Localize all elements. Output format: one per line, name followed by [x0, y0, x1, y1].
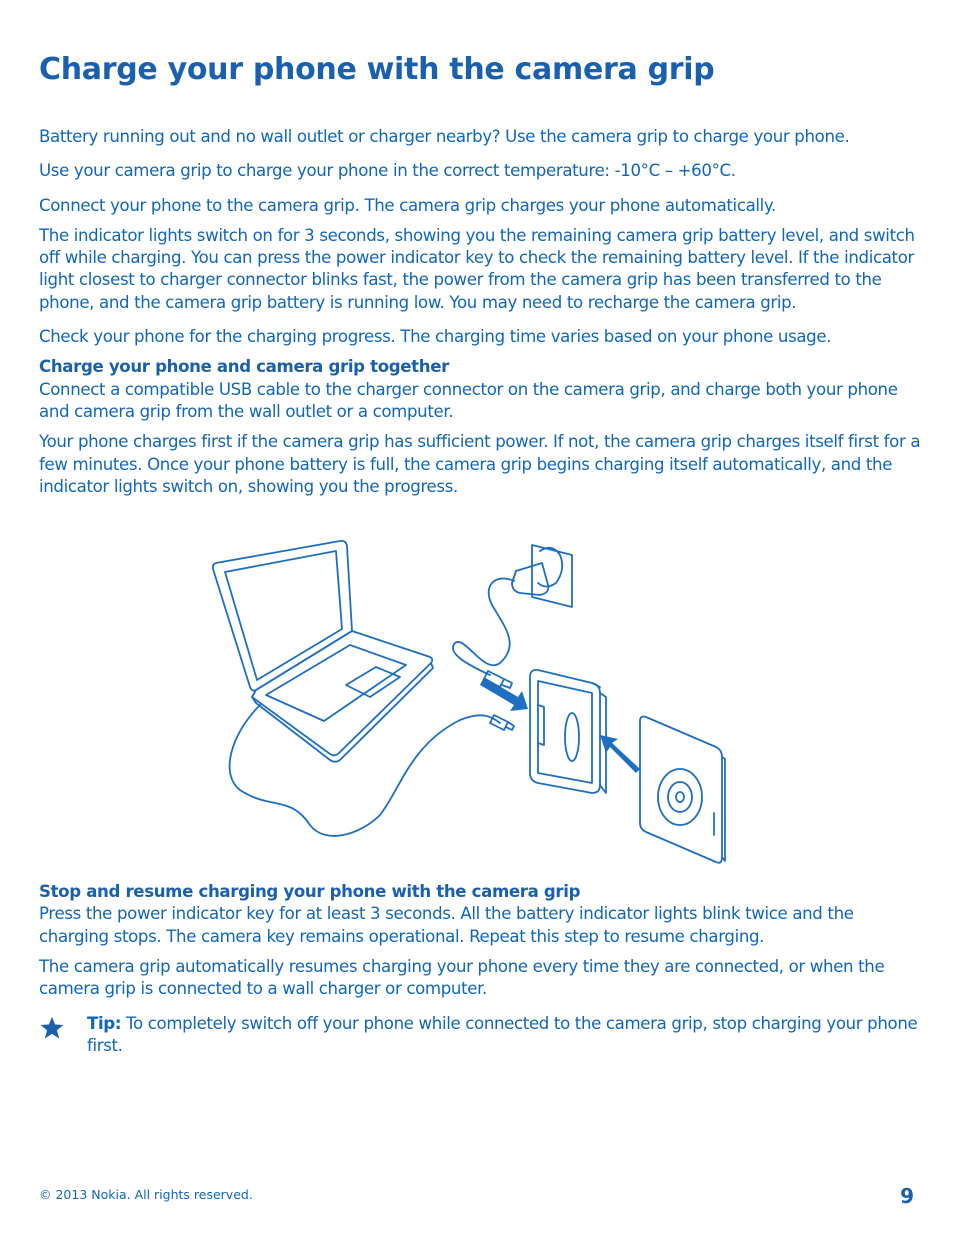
heading-stop-resume: Stop and resume charging your phone with the camera grip — [39, 882, 581, 901]
tip-box — [39, 1013, 924, 1058]
intro-content — [39, 126, 924, 510]
star-icon — [39, 1015, 65, 1041]
usb-cable — [230, 705, 500, 836]
stop-resume-section — [39, 881, 924, 1008]
tip-label: Tip: — [87, 1014, 122, 1033]
tip-text — [87, 1013, 924, 1058]
tip-body: To completely switch off your phone while connected to the camera grip, stop charging your phone first. — [87, 1014, 918, 1056]
paragraph-indicator-lights: The indicator lights switch on for 3 seconds, showing you the remaining camera grip battery level, and switch off while charging. You can press the power indicator key to check the remaining battery level. If the indicator light closest to charger connector blinks fast, the power from the camera grip has been transferred to the phone, and the camera grip battery is running low. You may need to recharge the camera grip. — [39, 225, 915, 312]
paragraph-connect-usb: Connect a compatible USB cable to the charger connector on the camera grip, and charge both your phone and camera grip from the wall outlet or a computer. — [39, 379, 898, 421]
arrow-usb-into-grip-icon — [480, 677, 528, 711]
heading-charge-together: Charge your phone and camera grip together — [39, 357, 449, 377]
usb-plug-lower-icon — [490, 715, 514, 730]
page-title: Charge your phone with the camera grip — [39, 52, 715, 87]
wall-charger-icon — [453, 545, 572, 675]
copyright-footer: © 2013 Nokia. All rights reserved. — [39, 1187, 253, 1202]
page-number: 9 — [900, 1184, 914, 1208]
laptop-icon — [213, 541, 433, 762]
camera-grip-icon — [530, 670, 606, 793]
paragraph-charging-progress: Check your phone for the charging progress. The charging time varies based on your phone usage. — [39, 327, 832, 347]
paragraph-battery-running-out: Battery running out and no wall outlet or charger nearby? Use the camera grip to charge your phone. — [39, 127, 850, 146]
paragraph-temperature: Use your camera grip to charge your phone in the correct temperature: -10°C – +60°C. — [39, 161, 736, 181]
paragraph-press-power-key: Press the power indicator key for at least 3 seconds. All the battery indicator lights blink twice and the charging stops. The camera key remains operational. Repeat this step to resume charging. — [39, 904, 854, 946]
paragraph-connect-phone: Connect your phone to the camera grip. The camera grip charges your phone automatically. — [39, 195, 776, 215]
insert-arrows — [480, 677, 640, 773]
charging-illustration — [200, 535, 740, 875]
paragraph-charges-first: Your phone charges first if the camera grip has sufficient power. If not, the camera grip charges itself first for a few minutes. Once your phone battery is full, the camera grip begins charging itself automatically, and the indicator lights switch on, showing you the progress. — [39, 432, 921, 496]
phone-icon — [640, 717, 725, 863]
paragraph-auto-resume: The camera grip automatically resumes charging your phone every time they are connected, or when the camera grip is connected to a wall charger or computer. — [39, 956, 885, 999]
